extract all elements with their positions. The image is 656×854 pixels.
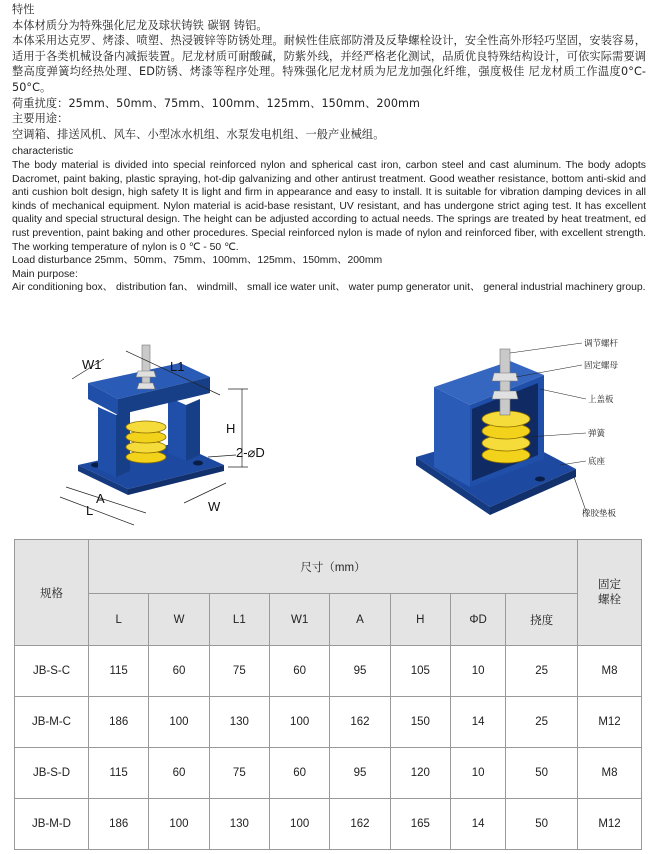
cell-w1: 100	[269, 697, 329, 748]
cell-d: 14	[450, 697, 505, 748]
en-use-heading: Main purpose:	[12, 268, 78, 280]
description-text	[12, 2, 646, 295]
cell-a: 162	[330, 697, 390, 748]
label-w: W	[208, 499, 221, 514]
header-spec: 规格	[15, 540, 89, 646]
cell-l: 115	[89, 646, 149, 697]
cell-bolt: M12	[578, 697, 642, 748]
cell-w: 100	[149, 799, 209, 850]
cn-load: 荷重扰度：25mm、50mm、75mm、100mm、125mm、150mm、200mm	[12, 96, 421, 110]
cell-deflection: 25	[506, 646, 578, 697]
cell-a: 95	[330, 748, 390, 799]
en-body: The body material is divided into special reinforced nylon and spherical cast iron, carbon steel and cast aluminum. The body adopts Dacromet, paint baking, plastic spraying, hot-dip galvanizing and other antirust treatment. Good weather resistance, bottom anti-skid and anti cushion bolt design, high safety It is light and firm in appearance and easy to install. It is suitable for vibration damping devices in all kinds of mechanical equipment. Nylon material is acid-base resistant, UV resistant, and has undergone strict aging test. It has excellent quality and special structural design. The height can be adjusted according to actual needs. The springs are treated by heat treatment, ed rust prevention, paint baking and other procedures. Special reinforced nylon is made of nylon and reinforced fiber, with excellent strength. The working temperature of nylon is 0 ℃ - 50 ℃.	[12, 159, 646, 253]
callout-adjust-bolt: 调节螺杆	[584, 339, 619, 349]
cell-l1: 75	[209, 646, 269, 697]
cell-h: 120	[390, 748, 450, 799]
cn-paragraph-treatment: 本体采用达克罗、烤漆、喷塑、热浸镀锌等防锈处理。耐候性佳底部防滑及反挚螺栓设计，安全性高外形轻巧坚固，安装容易，适用于各类机械设备内减振装置。尼龙材质可耐酸碱，防紫外线，并经严格老化测试，品质优良特殊结构设计，可依实际需要调整高度弹簧均经热处理、ED防锈、烤漆等程序处理。特殊强化尼龙材质为尼龙加强化纤维，强度极佳 尼龙材质工作温度0°C-50°C。	[12, 34, 646, 94]
en-heading: characteristic	[12, 146, 74, 158]
table-row	[15, 697, 642, 748]
callout-base: 底座	[588, 457, 606, 467]
product-figures	[0, 337, 656, 527]
cell-bolt: M8	[578, 748, 642, 799]
cell-w1: 60	[269, 748, 329, 799]
table-row	[15, 748, 642, 799]
label-d: 2-⌀D	[236, 445, 265, 460]
cell-model: JB-S-C	[15, 646, 89, 697]
label-l1: L1	[170, 359, 185, 374]
cell-l1: 130	[209, 697, 269, 748]
cn-paragraph-material: 本体材质分为特殊强化尼龙及球状铸铁 碳钢 铸铝。	[12, 18, 268, 32]
dimension-drawing	[58, 337, 358, 527]
en-uses: Air conditioning box、 distribution fan、 windmill、 small ice water unit、 water pump generator unit、 general industrial machinery group.	[12, 282, 646, 294]
cell-w: 100	[149, 697, 209, 748]
callout-top-cover: 上盖板	[588, 395, 614, 405]
cell-model: JB-M-D	[15, 799, 89, 850]
subheader-w: W	[149, 594, 209, 646]
subheader-l1: L1	[209, 594, 269, 646]
cell-bolt: M12	[578, 799, 642, 850]
callout-fixing-nut: 固定螺母	[584, 361, 619, 371]
subheader-d: ΦD	[450, 594, 505, 646]
cell-h: 105	[390, 646, 450, 697]
subheader-a: A	[330, 594, 390, 646]
cell-l: 115	[89, 748, 149, 799]
header-dimensions: 尺寸（mm）	[89, 540, 578, 594]
spec-table	[14, 539, 642, 850]
cell-bolt: M8	[578, 646, 642, 697]
label-a: A	[96, 491, 105, 506]
cell-d: 10	[450, 646, 505, 697]
subheader-l: L	[89, 594, 149, 646]
cell-h: 165	[390, 799, 450, 850]
cell-model: JB-S-D	[15, 748, 89, 799]
cn-heading: 特性	[12, 3, 35, 16]
cell-model: JB-M-C	[15, 697, 89, 748]
cell-w: 60	[149, 646, 209, 697]
cell-l1: 130	[209, 799, 269, 850]
cell-deflection: 50	[506, 799, 578, 850]
label-l: L	[86, 503, 94, 518]
table-row	[15, 646, 642, 697]
label-h: H	[226, 421, 236, 436]
subheader-h: H	[390, 594, 450, 646]
label-w1: W1	[82, 357, 102, 372]
cn-use-heading: 主要用途：	[12, 112, 69, 126]
cell-h: 150	[390, 697, 450, 748]
callout-rubber-pad: 橡胶垫板	[582, 509, 617, 519]
header-bolt-label: 固定螺栓	[598, 578, 621, 606]
table-row	[15, 799, 642, 850]
cell-deflection: 50	[506, 748, 578, 799]
subheader-w1: W1	[269, 594, 329, 646]
cutaway-drawing	[410, 337, 650, 527]
cell-l: 186	[89, 799, 149, 850]
callout-spring: 弹簧	[588, 429, 606, 439]
cell-w1: 60	[269, 646, 329, 697]
cell-a: 162	[330, 799, 390, 850]
cell-deflection: 25	[506, 697, 578, 748]
en-load: Load disturbance 25mm、50mm、75mm、100mm、125mm、150mm、200mm	[12, 255, 383, 267]
cell-d: 14	[450, 799, 505, 850]
cell-d: 10	[450, 748, 505, 799]
cell-l: 186	[89, 697, 149, 748]
cell-l1: 75	[209, 748, 269, 799]
cn-uses: 空调箱、排送风机、风车、小型冰水机组、水泵发电机组、一般产业械组。	[12, 127, 385, 141]
cell-a: 95	[330, 646, 390, 697]
cell-w1: 100	[269, 799, 329, 850]
header-bolt	[578, 540, 642, 646]
cell-w: 60	[149, 748, 209, 799]
subheader-deflection: 挠度	[506, 594, 578, 646]
